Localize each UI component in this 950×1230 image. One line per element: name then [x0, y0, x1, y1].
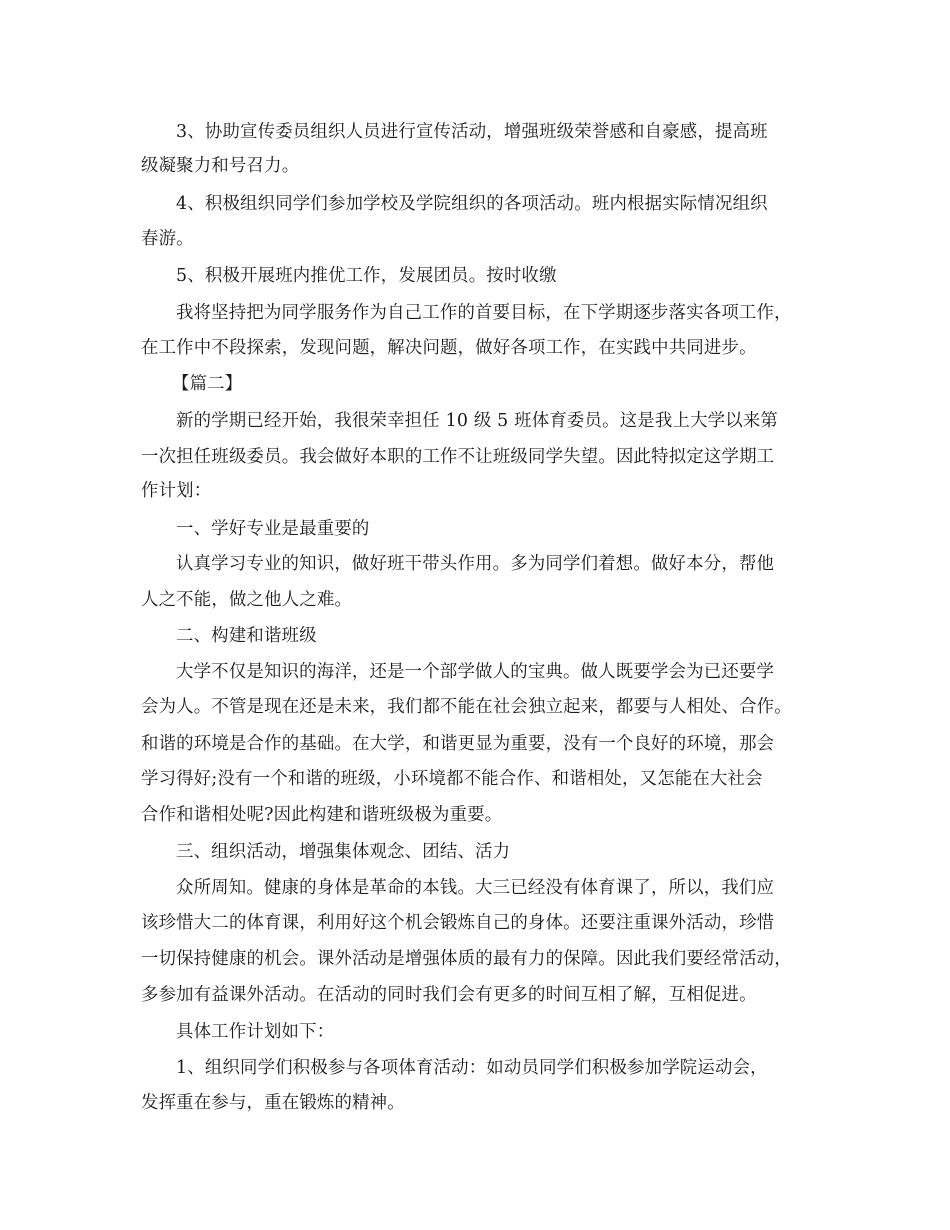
paragraph-line: 众所周知。健康的身体是革命的本钱。大三已经没有体育课了，所以，我们应 [176, 878, 775, 898]
paragraph-line: 合作和谐相处呢?因此构建和谐班级极为重要。 [141, 805, 503, 825]
paragraph-line: 在工作中不段探索，发现问题，解决问题，做好各项工作，在实践中共同进步。 [141, 338, 757, 358]
paragraph-line: 春游。 [141, 229, 194, 249]
subheading: 三、组织活动，增强集体观念、团结、活力 [176, 842, 511, 862]
paragraph-line: 新的学期已经开始，我很荣幸担任 10 级 5 班体育委员。这是我上大学以来第 [176, 411, 779, 431]
paragraph-line: 会为人。不管是现在还是未来，我们都不能在社会独立起来，都要与人相处、合作。 [141, 697, 792, 717]
paragraph-line: 1、组织同学们积极参与各项体育活动：如动员同学们积极参加学院运动会， [176, 1058, 768, 1078]
paragraph-line: 学习得好;没有一个和谐的班级，小环境都不能合作、和谐相处，又怎能在大社会 [141, 769, 763, 789]
paragraph-line: 我将坚持把为同学服务作为自己工作的首要目标，在下学期逐步落实各项工作， [176, 303, 792, 323]
paragraph-line: 4、积极组织同学们参加学校及学院组织的各项活动。班内根据实际情况组织 [176, 194, 768, 214]
paragraph-line: 3、协助宣传委员组织人员进行宣传活动，增强班级荣誉感和自豪感，提高班 [176, 122, 768, 142]
paragraph-line: 发挥重在参与，重在锻炼的精神。 [141, 1093, 405, 1113]
paragraph-line: 多参加有益课外活动。在活动的同时我们会有更多的时间互相了解，互相促进。 [141, 985, 757, 1005]
paragraph-line: 人之不能，做之他人之难。 [141, 590, 353, 610]
section-heading: 【篇二】 [172, 374, 243, 394]
subheading: 具体工作计划如下： [176, 1022, 335, 1042]
paragraph-line: 作计划： [141, 481, 212, 501]
paragraph-line: 该珍惜大二的体育课，利用好这个机会锻炼自己的身体。还要注重课外活动，珍惜 [141, 913, 775, 933]
paragraph-line: 一次担任班级委员。我会做好本职的工作不让班级同学失望。因此特拟定这学期工 [141, 447, 775, 467]
paragraph-line: 认真学习专业的知识，做好班干带头作用。多为同学们着想。做好本分，帮他 [176, 554, 775, 574]
paragraph-line: 一切保持健康的机会。课外活动是增强体质的最有力的保障。因此我们要经常活动， [141, 949, 792, 969]
subheading: 一、学好专业是最重要的 [176, 519, 370, 539]
subheading: 二、构建和谐班级 [176, 626, 317, 646]
paragraph-line: 5、积极开展班内推优工作，发展团员。按时收缴 [176, 266, 557, 286]
paragraph-line: 大学不仅是知识的海洋，还是一个部学做人的宝典。做人既要学会为已还要学 [176, 662, 775, 682]
paragraph-line: 级凝聚力和号召力。 [141, 156, 300, 176]
paragraph-line: 和谐的环境是合作的基础。在大学，和谐更显为重要，没有一个良好的环境，那会 [141, 734, 775, 754]
